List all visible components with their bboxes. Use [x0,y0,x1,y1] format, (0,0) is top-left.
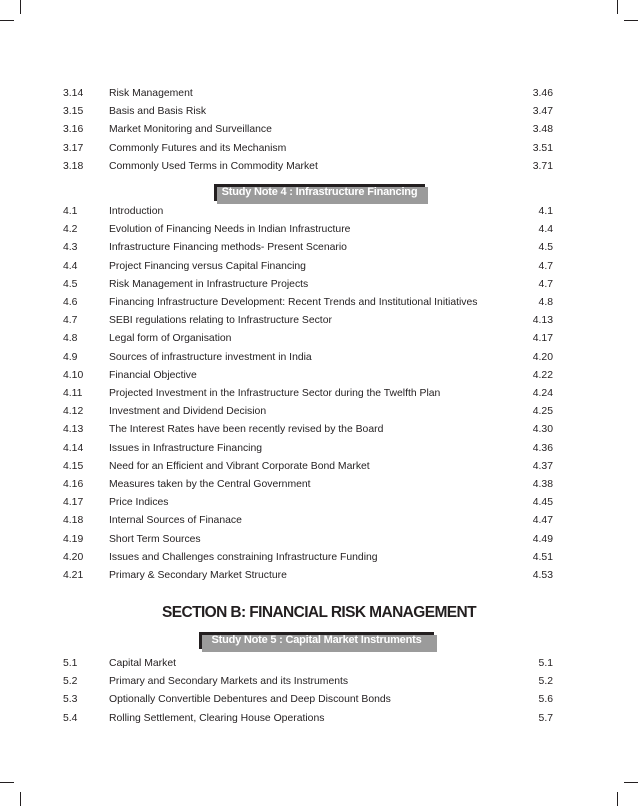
study-note-4-heading: Study Note 4 : Infrastructure Financing [214,184,425,201]
toc-entry-page: 5.2 [538,676,553,688]
toc-row [0,692,638,708]
toc-entry-page: 3.48 [532,124,553,136]
toc-entry-page: 3.47 [532,106,553,118]
toc-entry-number: 4.20 [63,551,84,563]
toc-entry-title: Investment and Dividend Decision [109,406,267,418]
toc-entry-number: 3.16 [63,124,84,136]
toc-entry-title: Projected Investment in the Infrastructure Sector during the Twelfth Plan [109,388,441,399]
toc-row [0,159,638,175]
toc-row [0,386,638,402]
toc-row [0,532,638,548]
toc-entry-title: Financing Infrastructure Development: Recent Trends and Institutional Initiatives [109,297,478,308]
toc-entry-number: 3.14 [63,88,84,99]
toc-entry-title: Short Term Sources [109,533,201,545]
toc-row [0,204,638,220]
toc-entry-title: Capital Market [109,658,176,669]
toc-row [0,404,638,420]
toc-row [0,568,638,584]
toc-entry-number: 4.15 [63,460,84,472]
toc-entry-page: 4.7 [538,260,553,272]
toc-entry-number: 4.4 [63,260,78,272]
toc-entry-number: 4.17 [63,497,84,509]
toc-entry-page: 4.45 [532,497,553,509]
toc-entry-title: Primary and Secondary Markets and its Instruments [109,676,349,688]
toc-row [0,122,638,138]
toc-entry-number: 4.21 [63,570,84,581]
toc-entry-page: 4.30 [532,424,553,436]
toc-entry-page: 4.20 [532,351,553,363]
crop-mark-bottom-left-v [20,792,21,806]
toc-entry-page: 3.46 [532,88,553,99]
toc-entry-page: 4.17 [532,333,553,345]
toc-entry-title: Legal form of Organisation [109,333,232,345]
toc-row [0,495,638,511]
toc-row [0,477,638,493]
toc-entry-page: 4.8 [538,297,553,308]
toc-entry-number: 4.5 [63,278,78,290]
toc-entry-number: 4.14 [63,442,84,454]
toc-entry-title: Financial Objective [109,369,197,381]
toc-entry-title: Evolution of Financing Needs in Indian Infrastructure [109,224,351,236]
toc-entry-number: 4.1 [63,206,78,217]
toc-entry-number: 3.15 [63,106,84,118]
crop-mark-top-right-v [617,0,618,14]
toc-entry-title: Risk Management in Infrastructure Projects [109,278,309,290]
toc-entry-number: 4.8 [63,333,78,345]
toc-entry-number: 3.18 [63,160,84,172]
toc-entry-number: 4.19 [63,533,84,545]
toc-entry-title: Commonly Used Terms in Commodity Market [109,160,318,172]
toc-entry-page: 4.24 [532,388,553,399]
toc-row [0,350,638,366]
crop-mark-top-left-v [20,0,21,14]
toc-entry-page: 4.51 [532,551,553,563]
toc-entry-page: 4.1 [538,206,553,217]
toc-entry-number: 4.3 [63,242,78,254]
toc-row [0,331,638,347]
toc-entry-title: Market Monitoring and Surveillance [109,124,272,136]
toc-row [0,513,638,529]
toc-entry-page: 3.51 [532,142,553,154]
toc-entry-title: Commonly Futures and its Mechanism [109,142,287,154]
crop-mark-top-right-h [624,20,638,21]
toc-row [0,222,638,238]
toc-entry-number: 5.4 [63,712,78,724]
toc-entry-number: 5.3 [63,694,78,706]
toc-row [0,141,638,157]
toc-row [0,550,638,566]
toc-entry-title: Project Financing versus Capital Financing [109,260,306,272]
study-note-5-heading: Study Note 5 : Capital Market Instruments [199,632,434,649]
toc-entry-number: 4.11 [63,388,83,399]
toc-entry-title: Issues in Infrastructure Financing [109,442,263,454]
toc-entry-page: 4.38 [532,479,553,490]
toc-entry-title: Price Indices [109,497,169,509]
toc-entry-title: Sources of infrastructure investment in India [109,351,312,363]
toc-row [0,313,638,329]
crop-mark-bottom-left-h [0,782,14,783]
toc-entry-number: 5.2 [63,676,78,688]
toc-entry-page: 4.36 [532,442,553,454]
toc-entry-page: 5.1 [538,658,553,669]
toc-entry-page: 4.7 [538,278,553,290]
toc-row [0,240,638,256]
toc-entry-title: Infrastructure Financing methods- Present Scenario [109,242,347,254]
section-b-title: SECTION B: FINANCIAL RISK MANAGEMENT [162,604,476,621]
toc-entry-page: 4.47 [532,515,553,527]
toc-entry-number: 4.13 [63,424,84,436]
toc-entry-title: The Interest Rates have been recently revised by the Board [109,424,384,436]
toc-entry-number: 4.16 [63,479,84,490]
toc-entry-page: 5.6 [538,694,553,706]
toc-entry-title: SEBI regulations relating to Infrastructure Sector [109,315,332,327]
toc-entry-number: 4.7 [63,315,78,327]
toc-entry-page: 4.49 [532,533,553,545]
toc-entry-title: Optionally Convertible Debentures and Deep Discount Bonds [109,694,391,706]
toc-entry-title: Need for an Efficient and Vibrant Corporate Bond Market [109,460,370,472]
toc-row [0,422,638,438]
toc-entry-number: 4.18 [63,515,84,527]
toc-entry-page: 4.53 [532,570,553,581]
toc-entry-title: Risk Management [109,88,193,99]
toc-entry-title: Internal Sources of Finanace [109,515,242,527]
toc-row [0,441,638,457]
toc-row [0,368,638,384]
crop-mark-top-left-h [0,20,14,21]
toc-entry-title: Rolling Settlement, Clearing House Operations [109,712,325,724]
toc-row [0,656,638,672]
toc-entry-number: 5.1 [63,658,78,669]
toc-entry-number: 4.10 [63,369,84,381]
crop-mark-bottom-right-h [624,782,638,783]
toc-row [0,459,638,475]
toc-entry-number: 4.2 [63,224,78,236]
toc-row [0,674,638,690]
toc-row [0,295,638,311]
toc-row [0,259,638,275]
toc-entry-title: Primary & Secondary Market Structure [109,570,287,581]
toc-entry-page: 3.71 [532,160,553,172]
toc-row [0,86,638,102]
toc-entry-page: 4.5 [538,242,553,254]
toc-entry-title: Measures taken by the Central Government [109,479,311,490]
toc-entry-number: 4.12 [63,406,84,418]
toc-entry-title: Issues and Challenges constraining Infrastructure Funding [109,551,378,563]
toc-entry-number: 4.9 [63,351,78,363]
toc-entry-number: 3.17 [63,142,84,154]
toc-row [0,711,638,727]
toc-entry-page: 4.22 [532,369,553,381]
toc-entry-title: Basis and Basis Risk [109,106,207,118]
toc-entry-number: 4.6 [63,297,78,308]
toc-entry-page: 4.4 [538,224,553,236]
toc-entry-title: Introduction [109,206,164,217]
toc-entry-page: 4.13 [532,315,553,327]
toc-entry-page: 4.25 [532,406,553,418]
crop-mark-bottom-right-v [617,792,618,806]
toc-entry-page: 4.37 [532,460,553,472]
toc-row [0,277,638,293]
toc-row [0,104,638,120]
toc-entry-page: 5.7 [538,712,553,724]
